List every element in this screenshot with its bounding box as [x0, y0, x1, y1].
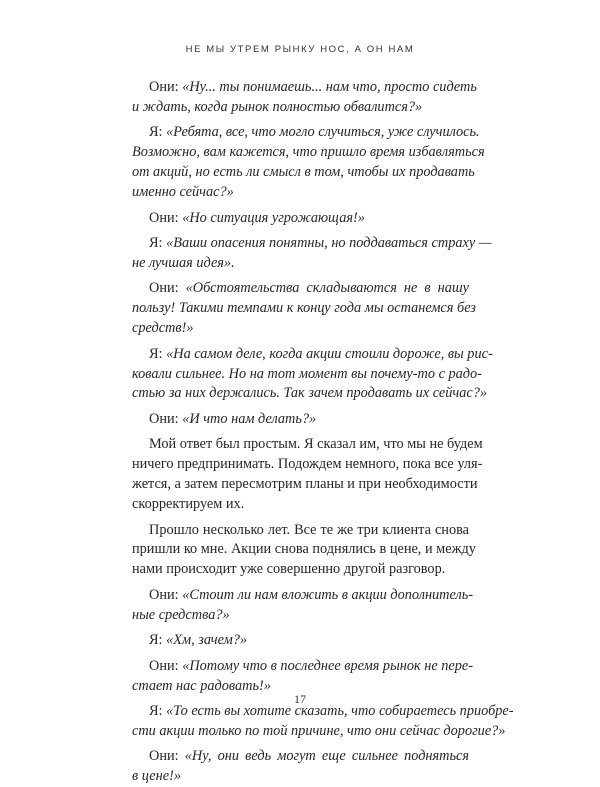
- speaker-label: Они:: [149, 79, 183, 95]
- text-line: [132, 657, 474, 677]
- text-line: [132, 495, 469, 515]
- speaker-label: Они:: [149, 280, 186, 297]
- text-line: [132, 123, 480, 143]
- text-line: [132, 365, 482, 385]
- dialogue-text: «Ребята, все, что могло случиться, уже случилось.: [166, 124, 480, 141]
- dialogue-text: не лучшая идея».: [132, 254, 235, 271]
- dialogue-text: стает нас радовать!»: [132, 677, 271, 694]
- paragraph: [132, 586, 473, 626]
- paragraph: [132, 410, 469, 430]
- speaker-label: Они:: [149, 657, 183, 674]
- dialogue-text: ковали сильнее. Но на тот момент вы почему-то с радо-: [132, 365, 482, 382]
- speaker-label: Они:: [149, 586, 183, 603]
- text-line: [132, 767, 469, 787]
- speaker-label: Я:: [149, 632, 167, 649]
- speaker-label: Я:: [149, 703, 167, 720]
- text-line: [132, 410, 469, 430]
- text-line: [132, 606, 469, 626]
- narration-text: пришли ко мне. Акции снова поднялись в цене, и между: [132, 541, 476, 558]
- text-line: [132, 560, 469, 580]
- page-number: 17: [294, 692, 306, 706]
- dialogue-text: «Обстоятельства складываются не в нашу: [185, 280, 469, 297]
- speaker-label: Я:: [149, 235, 167, 252]
- dialogue-text: от акций, но есть ли смысл в том, чтобы их продавать: [132, 164, 475, 181]
- narration-text: ничего предпринимать. Подождем немного, пока все уля-: [132, 456, 483, 473]
- text-line: [132, 163, 475, 183]
- narration-text: жется, а затем пересмотрим планы и при необходимости: [132, 476, 478, 493]
- text-line: [132, 299, 476, 319]
- paragraph: [132, 279, 476, 339]
- narration-text: Прошло несколько лет. Все те же три клиента снова: [149, 521, 469, 538]
- dialogue-text: «Хм, зачем?»: [166, 632, 248, 649]
- paragraph: [132, 234, 492, 274]
- dialogue-text: «Стоит ли нам вложить в акции дополнитель-: [182, 586, 473, 603]
- text-line: [132, 586, 473, 606]
- dialogue-text: и ждать, когда рынок полностью обвалится?»: [132, 98, 423, 115]
- text-line: [132, 521, 469, 541]
- dialogue-text: «И что нам делать?»: [182, 410, 317, 427]
- dialogue-text: стью за них держались. Так зачем продавать их сейчас?»: [132, 385, 487, 402]
- dialogue-text: «То есть вы хотите сказать, что собираетесь приобре-: [166, 703, 514, 720]
- dialogue-text: пользу! Такими темпами к концу года мы останемся без: [132, 300, 476, 317]
- paragraph: [132, 747, 469, 787]
- dialogue-text: «Но ситуация угрожающая!»: [182, 209, 365, 226]
- dialogue-text: «Ну, они ведь могут еще сильнее подняться: [184, 748, 469, 765]
- paragraph: [132, 209, 469, 229]
- running-head: НЕ МЫ УТРЕМ РЫНКУ НОС, А ОН НАМ: [185, 44, 415, 55]
- text-line: [132, 183, 469, 203]
- speaker-label: Я:: [149, 345, 167, 362]
- paragraph: [132, 78, 477, 118]
- text-line: [132, 722, 506, 742]
- dialogue-text: средств!»: [132, 320, 194, 337]
- dialogue-text: сти акции только по той причине, что они сейчас дорогие?»: [132, 722, 506, 739]
- text-line: [132, 455, 483, 475]
- narration-text: нами происходит уже совершенно другой разговор.: [132, 561, 446, 578]
- dialogue-text: в цене!»: [132, 768, 181, 785]
- paragraph: [132, 123, 485, 203]
- paragraph: [132, 702, 514, 742]
- text-line: [132, 540, 476, 560]
- narration-text: скорректируем их.: [132, 496, 245, 513]
- paragraph: [132, 345, 493, 405]
- dialogue-text: ные средства?»: [132, 606, 230, 623]
- text-line: [132, 384, 487, 404]
- dialogue-text: «Ну... ты понимаешь... нам что, просто сидеть: [182, 79, 477, 95]
- narration-text: Мой ответ был простым. Я сказал им, что мы не будем: [149, 436, 483, 453]
- dialogue-text: «Потому что в последнее время рынок не пере-: [182, 657, 474, 674]
- speaker-label: Я:: [149, 124, 167, 141]
- paragraph: [132, 631, 469, 651]
- text-line: [132, 319, 469, 339]
- paragraph: [132, 657, 474, 697]
- body-text: [132, 78, 514, 787]
- dialogue-text: Возможно, вам кажется, что пришло время избавляться: [132, 144, 485, 161]
- text-line: [132, 747, 469, 767]
- dialogue-text: «На самом деле, когда акции стоили дороже, вы рис-: [166, 345, 493, 362]
- paragraph: [132, 435, 483, 515]
- dialogue-text: «Ваши опасения понятны, но поддаваться страху —: [166, 235, 492, 252]
- text-line: [132, 78, 477, 98]
- dialogue-text: именно сейчас?»: [132, 184, 234, 201]
- speaker-label: Они:: [149, 209, 183, 226]
- text-line: [132, 435, 483, 455]
- text-line: [132, 234, 492, 254]
- text-line: [132, 209, 469, 229]
- speaker-label: Они:: [149, 748, 185, 765]
- text-line: [132, 143, 485, 163]
- text-line: [132, 631, 469, 651]
- text-line: [132, 345, 493, 365]
- paragraph: [132, 521, 476, 581]
- text-line: [132, 254, 469, 274]
- text-line: [132, 279, 469, 299]
- text-line: [132, 98, 469, 118]
- speaker-label: Они:: [149, 410, 183, 427]
- text-line: [132, 475, 478, 495]
